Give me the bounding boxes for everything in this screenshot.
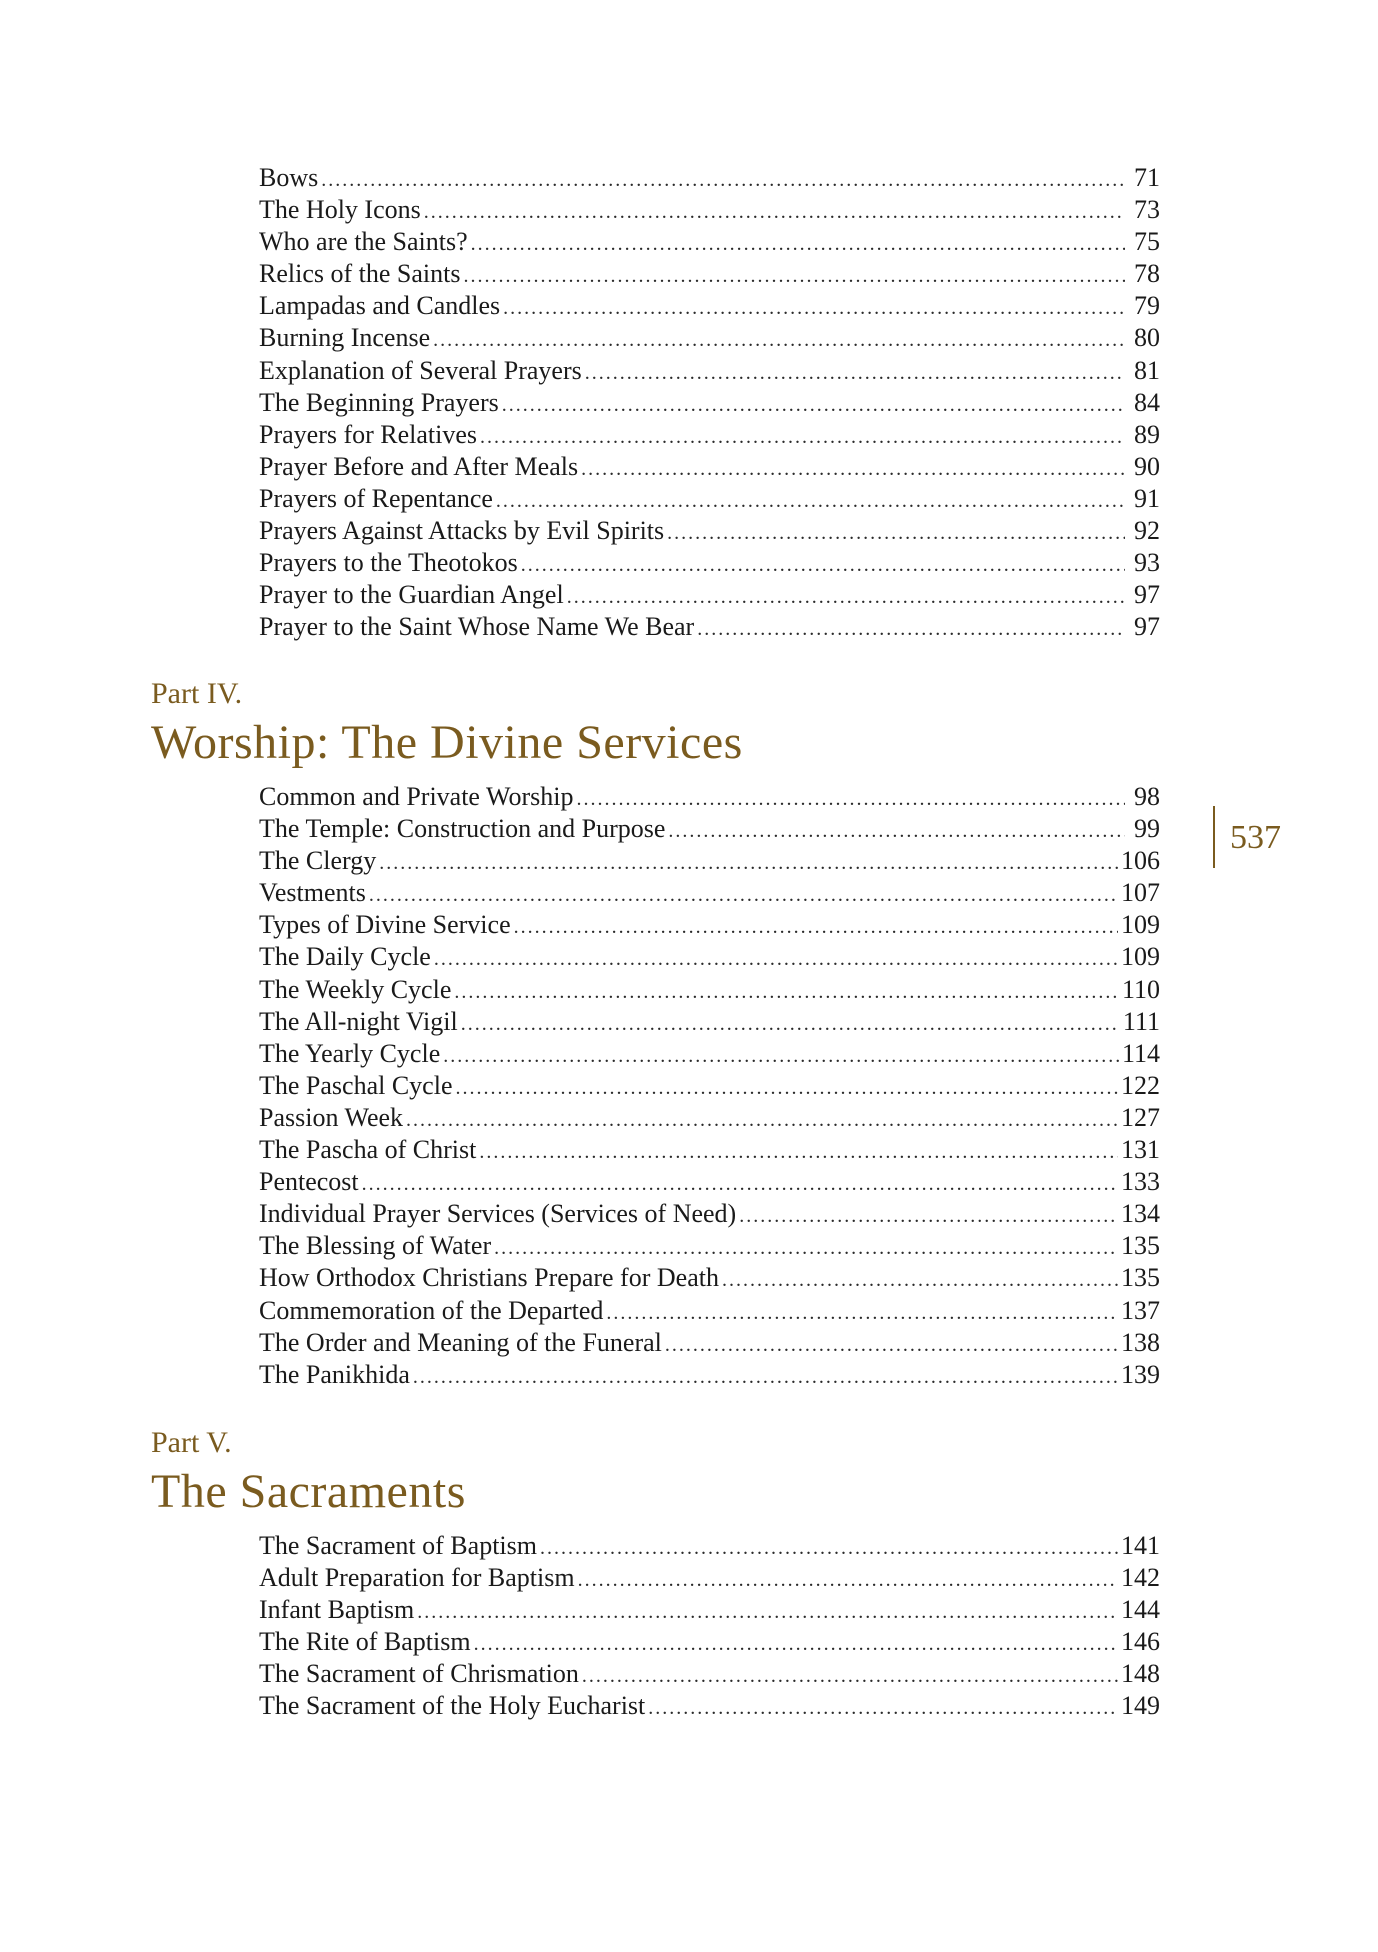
dot-leader <box>471 228 1125 260</box>
toc-entry <box>259 483 1160 515</box>
toc-entry-page: 133 <box>1121 1167 1160 1197</box>
toc-entry-title: The Temple: Construction and Purpose <box>259 814 666 844</box>
dot-leader <box>521 549 1125 581</box>
toc-entry-title: Bows <box>259 163 319 192</box>
dot-leader <box>434 943 1118 975</box>
toc-entry-title: Burning Incense <box>259 323 431 353</box>
toc-entry <box>259 781 1160 813</box>
toc-entry-title: Prayer to the Guardian Angel <box>259 580 564 610</box>
dot-leader <box>406 1104 1118 1136</box>
toc-entry <box>259 1359 1160 1391</box>
toc-entry-title: Prayer to the Saint Whose Name We Bear <box>259 612 695 642</box>
toc-entry-title: Vestments <box>259 878 366 908</box>
dot-leader <box>667 517 1125 549</box>
toc-entry <box>259 1070 1160 1102</box>
dot-leader <box>739 1200 1118 1232</box>
toc-list-part-v <box>259 1530 1160 1723</box>
dot-leader <box>321 164 1125 196</box>
toc-entry-page: 79 <box>1134 291 1160 321</box>
toc-entry <box>259 1530 1160 1562</box>
toc-entry-page: 73 <box>1134 195 1160 225</box>
toc-entry-title: Prayers to the Theotokos <box>259 548 518 578</box>
toc-entry-page: 135 <box>1121 1231 1160 1261</box>
toc-entry-title: Prayer Before and After Meals <box>259 451 579 481</box>
toc-list-part-iv <box>259 781 1160 1391</box>
dot-leader <box>722 1264 1118 1296</box>
toc-entry <box>259 1594 1160 1626</box>
part-iv-label: Part IV. <box>151 677 243 710</box>
toc-entry <box>259 355 1160 387</box>
toc-entry-page: 71 <box>1134 163 1160 192</box>
toc-entry <box>259 1038 1160 1070</box>
dot-leader <box>697 613 1125 645</box>
toc-entry <box>259 226 1160 258</box>
toc-entry-title: The Sacrament of Chrismation <box>259 1659 579 1689</box>
dot-leader <box>443 1040 1119 1072</box>
dot-leader <box>502 389 1125 421</box>
toc-entry-page: 135 <box>1121 1263 1160 1293</box>
toc-list-part-iii-continued <box>259 162 1160 643</box>
toc-entry-page: 97 <box>1134 612 1160 642</box>
toc-entry-page: 139 <box>1121 1359 1160 1389</box>
toc-entry-page: 146 <box>1121 1627 1160 1657</box>
dot-leader <box>576 783 1125 815</box>
toc-entry-title: Prayers of Repentance <box>259 483 493 513</box>
dot-leader <box>456 1072 1119 1104</box>
toc-entry <box>259 1626 1160 1658</box>
toc-entry <box>259 194 1160 226</box>
toc-entry-title: Prayers Against Attacks by Evil Spirits <box>259 516 665 546</box>
toc-entry-title: Prayers for Relatives <box>259 419 478 449</box>
toc-entry <box>259 419 1160 451</box>
toc-entry <box>259 1327 1160 1359</box>
toc-entry <box>259 1102 1160 1134</box>
dot-leader <box>480 421 1125 453</box>
dot-leader <box>567 581 1125 613</box>
dot-leader <box>496 485 1125 517</box>
dot-leader <box>540 1532 1118 1564</box>
toc-entry-page: 131 <box>1121 1135 1160 1165</box>
toc-entry <box>259 1134 1160 1166</box>
toc-entry-title: Individual Prayer Services (Services of Need) <box>259 1199 737 1229</box>
dot-leader <box>514 911 1118 943</box>
toc-entry-page: 142 <box>1121 1563 1160 1593</box>
page-number: 537 <box>1230 819 1281 856</box>
toc-entry-page: 80 <box>1134 323 1160 353</box>
toc-entry-title: The Clergy <box>259 846 377 876</box>
toc-entry-title: The Paschal Cycle <box>259 1070 453 1100</box>
toc-entry-title: Relics of the Saints <box>259 259 461 289</box>
dot-leader <box>424 196 1125 228</box>
dot-leader <box>463 260 1125 292</box>
toc-entry <box>259 941 1160 973</box>
toc-entry-title: The Sacrament of the Holy Eucharist <box>259 1691 646 1721</box>
part-v-title: The Sacraments <box>151 1465 466 1518</box>
toc-entry-page: 122 <box>1121 1070 1160 1100</box>
toc-entry-page: 110 <box>1121 974 1160 1004</box>
toc-entry-title: The Order and Meaning of the Funeral <box>259 1327 662 1357</box>
dot-leader <box>648 1692 1118 1724</box>
toc-entry-page: 78 <box>1134 259 1160 289</box>
toc-entry <box>259 909 1160 941</box>
toc-entry <box>259 1295 1160 1327</box>
folio-rule <box>1213 806 1215 868</box>
toc-entry-title: Commemoration of the Departed <box>259 1295 604 1325</box>
part-iv-title: Worship: The Divine Services <box>151 716 743 769</box>
toc-entry-page: 81 <box>1134 355 1160 385</box>
toc-entry-page: 148 <box>1121 1659 1160 1689</box>
toc-entry-title: The Rite of Baptism <box>259 1627 471 1657</box>
toc-entry-page: 149 <box>1121 1691 1160 1721</box>
toc-entry <box>259 1262 1160 1294</box>
toc-entry-title: The Weekly Cycle <box>259 974 452 1004</box>
dot-leader <box>433 324 1125 356</box>
toc-entry-title: Infant Baptism <box>259 1595 415 1625</box>
toc-entry-title: The Pascha of Christ <box>259 1135 477 1165</box>
toc-entry-page: 107 <box>1121 878 1160 908</box>
toc-entry-title: The Daily Cycle <box>259 942 431 972</box>
toc-entry-title: The Beginning Prayers <box>259 387 499 417</box>
toc-entry <box>259 1690 1160 1722</box>
toc-entry <box>259 322 1160 354</box>
toc-entry-page: 89 <box>1134 419 1160 449</box>
toc-entry-title: The Yearly Cycle <box>259 1038 441 1068</box>
toc-entry <box>259 515 1160 547</box>
toc-entry <box>259 1166 1160 1198</box>
toc-entry-page: 127 <box>1121 1102 1160 1132</box>
toc-entry <box>259 611 1160 643</box>
toc-entry-title: Pentecost <box>259 1167 359 1197</box>
toc-entry <box>259 547 1160 579</box>
dot-leader <box>494 1232 1118 1264</box>
toc-entry <box>259 162 1160 194</box>
dot-leader <box>413 1361 1118 1393</box>
toc-entry-page: 97 <box>1134 580 1160 610</box>
toc-entry-page: 91 <box>1134 483 1160 513</box>
toc-entry-title: Types of Divine Service <box>259 910 511 940</box>
dot-leader <box>362 1168 1118 1200</box>
dot-leader <box>454 976 1119 1008</box>
toc-entry <box>259 258 1160 290</box>
toc-entry-title: Lampadas and Candles <box>259 291 501 321</box>
toc-entry-page: 134 <box>1121 1199 1160 1229</box>
toc-entry-title: Explanation of Several Prayers <box>259 355 582 385</box>
toc-entry <box>259 845 1160 877</box>
toc-entry <box>259 387 1160 419</box>
toc-entry-title: The Holy Icons <box>259 195 421 225</box>
toc-entry <box>259 877 1160 909</box>
toc-entry-page: 109 <box>1121 910 1160 940</box>
dot-leader <box>581 453 1125 485</box>
dot-leader <box>369 879 1118 911</box>
toc-entry-page: 98 <box>1134 782 1160 811</box>
dot-leader <box>479 1136 1118 1168</box>
toc-entry <box>259 579 1160 611</box>
toc-entry-title: The Panikhida <box>259 1359 410 1389</box>
toc-entry-page: 92 <box>1134 516 1160 546</box>
toc-entry-page: 114 <box>1121 1038 1160 1068</box>
toc-entry-title: Common and Private Worship <box>259 782 574 811</box>
toc-entry <box>259 1658 1160 1690</box>
toc-entry-page: 93 <box>1134 548 1160 578</box>
dot-leader <box>474 1628 1118 1660</box>
dot-leader <box>582 1660 1118 1692</box>
toc-entry-page: 141 <box>1121 1531 1160 1560</box>
toc-entry <box>259 1230 1160 1262</box>
dot-leader <box>585 357 1125 389</box>
dot-leader <box>417 1596 1118 1628</box>
toc-entry-title: The All-night Vigil <box>259 1006 458 1036</box>
dot-leader <box>578 1564 1118 1596</box>
toc-entry-title: Adult Preparation for Baptism <box>259 1563 575 1593</box>
toc-entry-page: 106 <box>1121 846 1160 876</box>
toc-entry-page: 137 <box>1121 1295 1160 1325</box>
toc-entry <box>259 974 1160 1006</box>
toc-entry-page: 75 <box>1134 227 1160 257</box>
dot-leader <box>461 1008 1120 1040</box>
toc-entry-page: 109 <box>1121 942 1160 972</box>
toc-entry-page: 144 <box>1121 1595 1160 1625</box>
toc-entry <box>259 290 1160 322</box>
dot-leader <box>379 847 1118 879</box>
dot-leader <box>668 815 1125 847</box>
toc-entry-title: The Blessing of Water <box>259 1231 492 1261</box>
toc-entry <box>259 1006 1160 1038</box>
dot-leader <box>665 1329 1118 1361</box>
toc-entry-page: 84 <box>1134 387 1160 417</box>
toc-entry-page: 99 <box>1134 814 1160 844</box>
toc-entry-title: Who are the Saints? <box>259 227 468 257</box>
toc-entry <box>259 1198 1160 1230</box>
toc-entry-page: 90 <box>1134 451 1160 481</box>
toc-entry-page: 138 <box>1121 1327 1160 1357</box>
toc-entry-title: How Orthodox Christians Prepare for Death <box>259 1263 719 1293</box>
toc-entry <box>259 813 1160 845</box>
toc-entry <box>259 451 1160 483</box>
toc-entry-title: The Sacrament of Baptism <box>259 1531 537 1560</box>
toc-entry-title: Passion Week <box>259 1102 404 1132</box>
toc-entry <box>259 1562 1160 1594</box>
toc-entry-page: 111 <box>1122 1006 1160 1036</box>
dot-leader <box>503 292 1125 324</box>
dot-leader <box>606 1297 1118 1329</box>
part-v-label: Part V. <box>151 1426 232 1459</box>
